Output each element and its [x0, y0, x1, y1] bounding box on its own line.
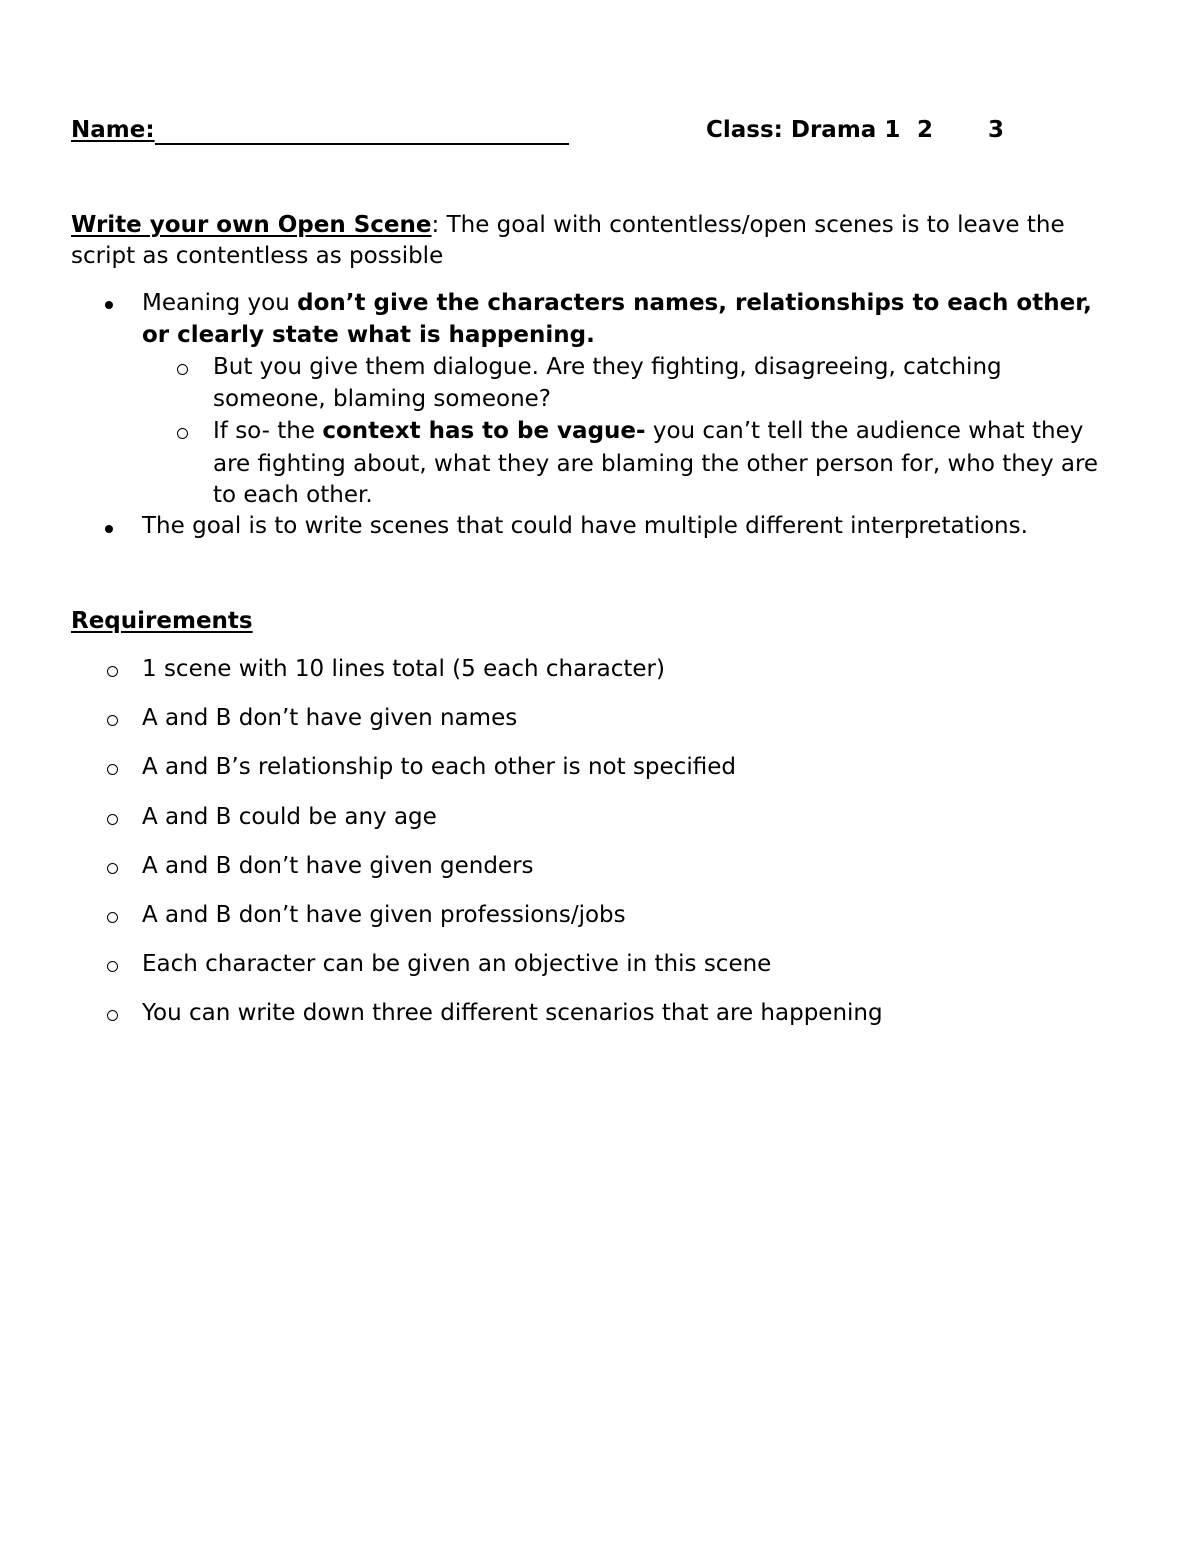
requirement-circle	[107, 961, 118, 972]
class-option-2: 2	[917, 117, 934, 143]
intro-text: : The goal with contentless/open scenes is to leave the	[431, 212, 1065, 238]
requirement-circle	[107, 764, 118, 775]
sub-bullet-2-bold: context has to be vague-	[322, 418, 646, 444]
bullet-1-prefix: Meaning you	[142, 290, 298, 316]
class-option-3: 3	[988, 117, 1005, 143]
sub-bullet-2-line-1	[213, 418, 1083, 444]
requirement-item: 1 scene with 10 lines total (5 each character)	[142, 656, 665, 682]
sub-bullet-2-line-3: to each other.	[213, 482, 373, 508]
bullet-1-line-1	[142, 290, 1092, 316]
intro-heading: Write your own Open Scene	[71, 212, 432, 238]
requirement-circle	[107, 912, 118, 923]
sub-bullet-1-line-1: But you give them dialogue. Are they fighting, disagreeing, catching	[213, 354, 1002, 380]
sub-bullet-2-rest: you can’t tell the audience what they	[645, 418, 1084, 444]
bullet-dot	[105, 525, 113, 533]
intro-line-2: script as contentless as possible	[71, 243, 444, 269]
requirements-heading: Requirements	[71, 608, 253, 634]
requirement-circle	[107, 666, 118, 677]
sub-bullet-circle	[177, 364, 188, 375]
requirement-item: A and B don’t have given genders	[142, 853, 534, 879]
name-blank-line	[155, 143, 569, 145]
name-label: Name:	[71, 117, 155, 143]
requirement-circle	[107, 863, 118, 874]
bullet-1-line-2: or clearly state what is happening.	[142, 322, 595, 348]
requirement-item: A and B could be any age	[142, 804, 437, 830]
intro-line-1	[71, 212, 1065, 238]
requirement-item: You can write down three different scenarios that are happening	[142, 1000, 883, 1026]
requirement-circle	[107, 1010, 118, 1021]
bullet-2-text: The goal is to write scenes that could have multiple different interpretations.	[142, 513, 1028, 539]
requirement-circle	[107, 715, 118, 726]
sub-bullet-1-line-2: someone, blaming someone?	[213, 386, 552, 412]
class-label: Class: Drama 1	[706, 117, 901, 143]
requirement-item: A and B don’t have given names	[142, 705, 518, 731]
requirement-item: A and B’s relationship to each other is not specified	[142, 754, 736, 780]
requirement-item: A and B don’t have given professions/jobs	[142, 902, 626, 928]
requirement-circle	[107, 814, 118, 825]
bullet-1-bold: don’t give the characters names, relationships to each other,	[297, 290, 1092, 316]
sub-bullet-2-line-2: are fighting about, what they are blaming the other person for, who they are	[213, 451, 1099, 477]
sub-bullet-circle	[177, 428, 188, 439]
requirement-item: Each character can be given an objective in this scene	[142, 951, 772, 977]
bullet-dot	[105, 301, 113, 309]
sub-bullet-2-prefix: If so- the	[213, 418, 323, 444]
